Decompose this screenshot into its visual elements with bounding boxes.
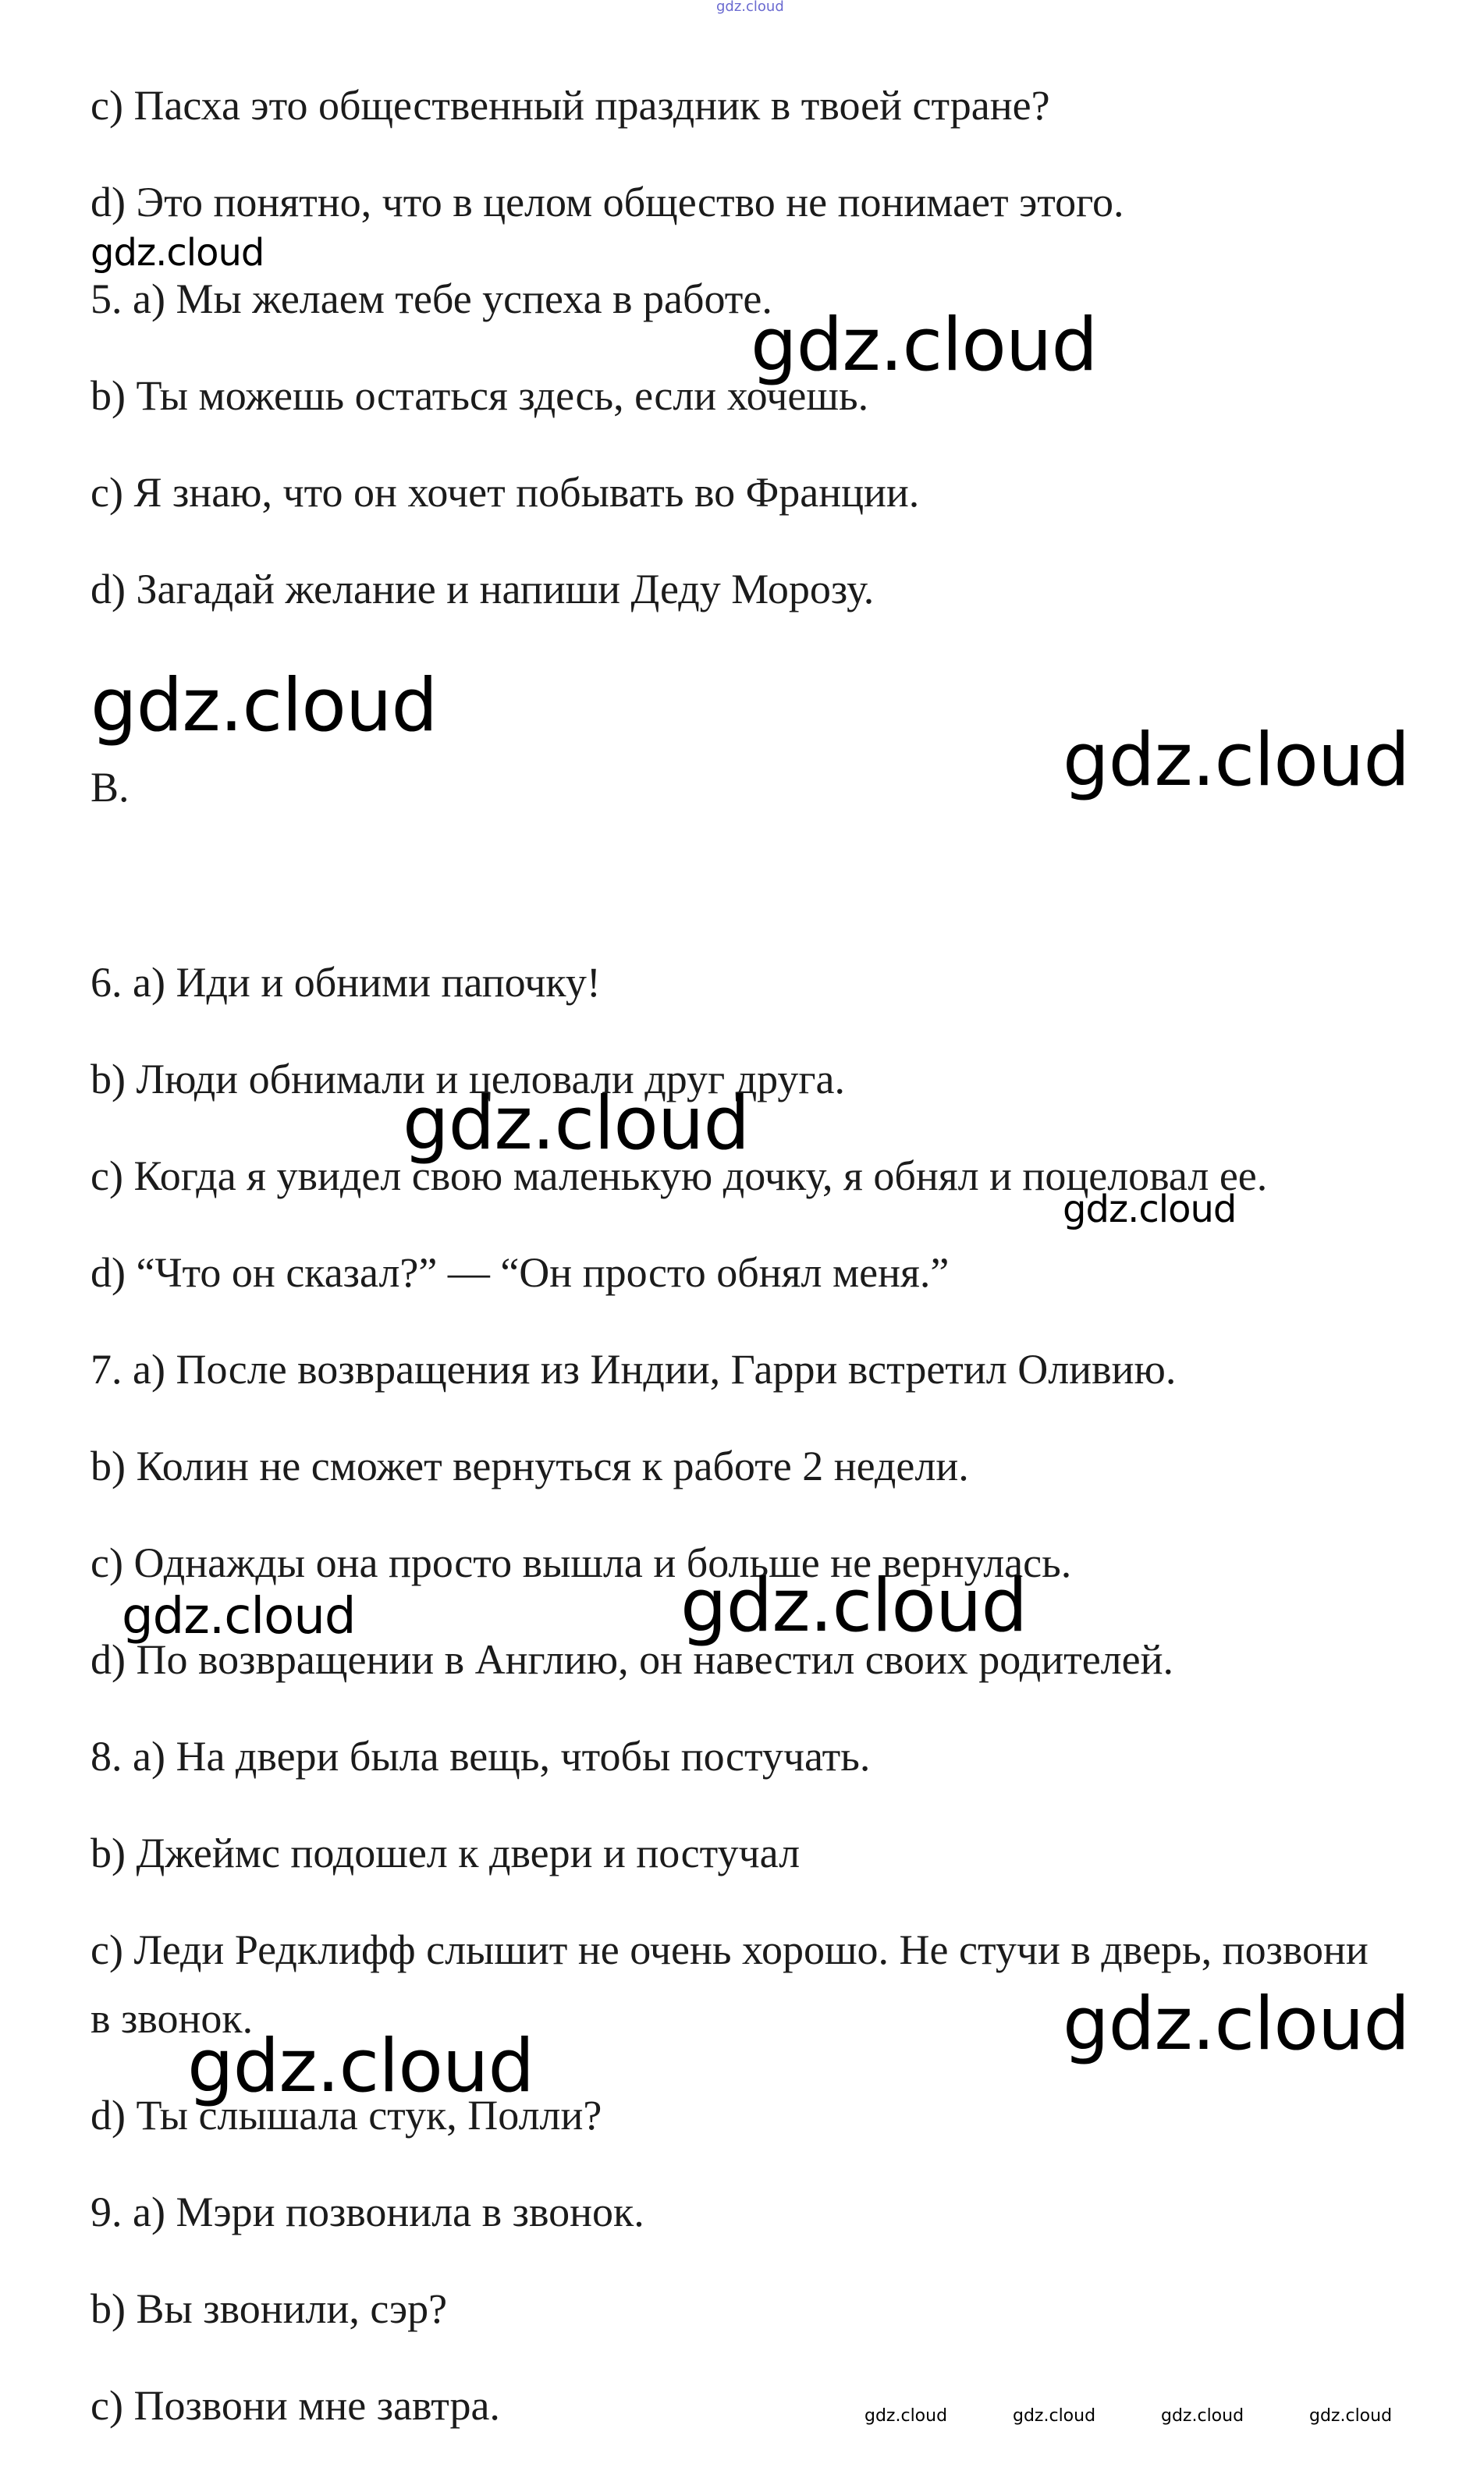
watermark: gdz.cloud — [751, 303, 1098, 388]
text-line: b) Джеймс подошел к двери и постучал — [91, 1830, 801, 1876]
text-line: 5. a) Мы желаем тебе успеха в работе. — [91, 275, 772, 322]
watermark: gdz.cloud — [1161, 2406, 1244, 2426]
text-line: с) Пасха это общественный праздник в твоей стране? — [91, 82, 1050, 129]
text-line: b) Люди обнимали и целовали друг друга. — [91, 1056, 846, 1102]
text-line: с) Однажды она просто вышла и больше не вернулась. — [91, 1539, 1072, 1586]
text-line: d) “Что он сказал?” — “Он просто обнял меня.” — [91, 1249, 950, 1296]
text-line: b) Вы звонили, сэр? — [91, 2285, 448, 2332]
watermark: gdz.cloud — [1063, 718, 1410, 803]
text-line: 7. а) После возвращения из Индии, Гарри встретил Оливию. — [91, 1346, 1177, 1393]
text-line: с) Леди Редклифф слышит не очень хорошо. Не стучи в дверь, позвони в звонок. — [91, 1926, 1369, 2042]
watermark: gdz.cloud — [1063, 1188, 1237, 1231]
text-line: b) Колин не сможет вернуться к работе 2 недели. — [91, 1443, 969, 1489]
watermark: gdz.cloud — [1013, 2406, 1096, 2426]
text-line: с) Когда я увидел свою маленькую дочку, я обнял и поцеловал ее. — [91, 1152, 1268, 1199]
watermark: gdz.cloud — [1309, 2406, 1393, 2426]
text-line: с) Позвони мне завтра. — [91, 2382, 500, 2429]
text-line: 9. а) Мэри позвонила в звонок. — [91, 2189, 644, 2235]
watermark: gdz.cloud — [680, 1564, 1028, 1649]
watermark: gdz.cloud — [1063, 1982, 1410, 2067]
text-line: d) По возвращении в Англию, он навестил своих родителей. — [91, 1636, 1173, 1683]
text-line: d) Это понятно, что в целом общество не понимает этого. — [91, 179, 1124, 225]
watermark: gdz.cloud — [91, 231, 264, 275]
text-line: 8. а) На двери была вещь, чтобы постучать. — [91, 1733, 871, 1780]
watermark: gdz.cloud — [716, 0, 784, 15]
text-line: b) Ты можешь остаться здесь, если хочешь. — [91, 372, 869, 419]
watermark: gdz.cloud — [91, 663, 438, 748]
text-line: d) Ты слышала стук, Полли? — [91, 2092, 602, 2139]
watermark: gdz.cloud — [403, 1081, 750, 1166]
watermark: gdz.cloud — [187, 2024, 534, 2109]
text-line: 6. a) Иди и обними папочку! — [91, 959, 601, 1006]
text-line: с) Я знаю, что он хочет побывать во Франции. — [91, 469, 920, 516]
section-heading: B. — [91, 764, 130, 811]
watermark: gdz.cloud — [122, 1588, 356, 1645]
watermark: gdz.cloud — [864, 2406, 948, 2426]
text-line: d) Загадай желание и напиши Деду Морозу. — [91, 566, 875, 612]
